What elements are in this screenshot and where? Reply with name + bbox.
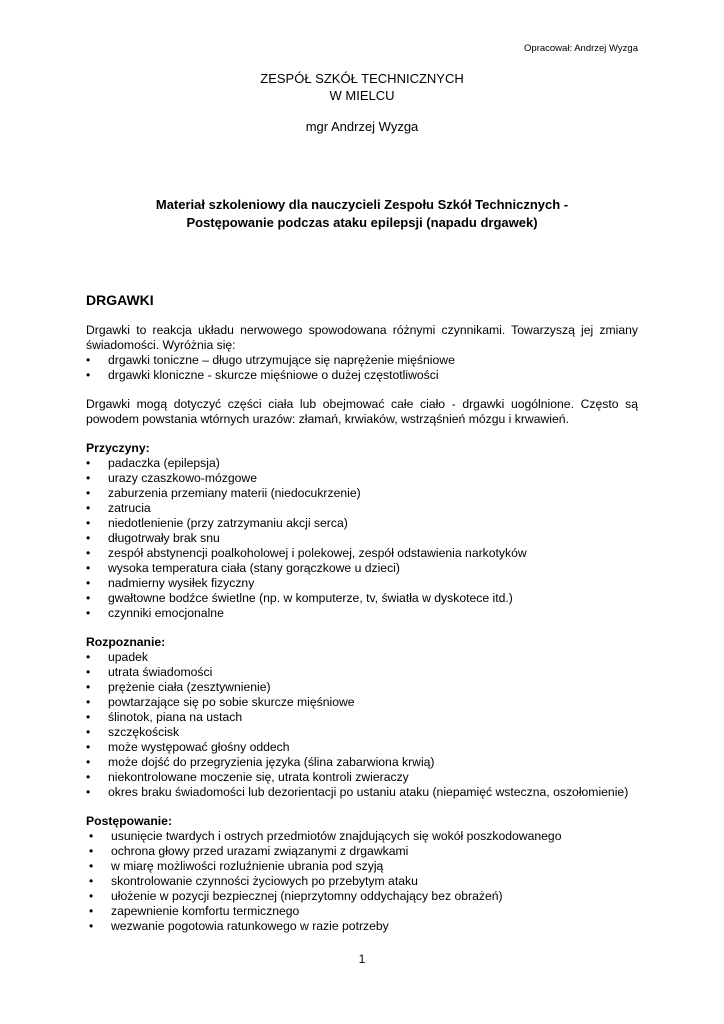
document-title-line1: Materiał szkoleniowy dla nauczycieli Zespołu Szkół Technicznych - [155,197,569,212]
list-item: • zespół abstynencji poalkoholowej i polekowej, zespół odstawienia narkotyków [86,546,638,561]
list-item: • zaburzenia przemiany materii (niedocukrzenie) [86,486,638,501]
recognition-list [86,650,638,800]
list-item: • czynniki emocjonalne [86,606,638,621]
list-item: • w miarę możliwości rozluźnienie ubrania pod szyją [86,859,638,874]
list-item: • niedotlenienie (przy zatrzymaniu akcji serca) [86,516,638,531]
types-list [86,353,638,383]
section-heading: DRGAWKI [86,292,154,308]
list-item: • okres braku świadomości lub dezorientacji po ustaniu ataku (niepamięć wsteczna, oszołomienie) [86,785,638,800]
list-item: • niekontrolowane moczenie się, utrata kontroli zwieraczy [86,770,638,785]
second-paragraph: Drgawki mogą dotyczyć części ciała lub obejmować całe ciało - drgawki uogólnione. Często są powodem powstania wtórnych urazów: złamań, krwiaków, wstrząśnień mózgu i krwawień. [86,397,638,426]
document-body [86,291,638,934]
causes-heading: Przyczyny: [86,441,150,455]
list-item: • drgawki toniczne – długo utrzymujące się naprężenie mięśniowe [86,353,638,368]
list-item: • ułożenie w pozycji bezpiecznej (nieprzytomny oddychający bez obrażeń) [86,889,638,904]
list-item: • skontrolowanie czynności życiowych po przebytym ataku [86,874,638,889]
list-item: • może występować głośny oddech [86,740,638,755]
list-item: • usunięcie twardych i ostrych przedmiotów znajdujących się wokół poszkodowanego [86,829,638,844]
school-name-line1: ZESPÓŁ SZKÓŁ TECHNICZNYCH [260,71,464,86]
intro-paragraph: Drgawki to reakcja układu nerwowego spowodowana różnymi czynnikami. Towarzyszą jej zmiany świadomości. Wyróżnia się: [86,323,638,352]
list-item: • padaczka (epilepsja) [86,456,638,471]
list-item: • wysoka temperatura ciała (stany gorączkowe u dzieci) [86,561,638,576]
list-item: • szczękościsk [86,725,638,740]
list-item: • długotrwały brak snu [86,531,638,546]
header-author-note: Opracował: Andrzej Wyzga [524,43,638,54]
procedure-list [86,829,638,934]
list-item: • utrata świadomości [86,665,638,680]
list-item: • gwałtowne bodźce świetlne (np. w komputerze, tv, światła w dyskotece itd.) [86,591,638,606]
school-name-line2: W MIELCU [329,88,395,103]
list-item: • ochrona głowy przed urazami związanymi z drgawkami [86,844,638,859]
list-item: • ślinotok, piana na ustach [86,710,638,725]
procedure-heading: Postępowanie: [86,814,173,828]
page-number: 1 [358,952,366,966]
document-title-line2: Postępowanie podczas ataku epilepsji (napadu drgawek) [186,215,538,230]
recognition-heading: Rozpoznanie: [86,635,166,649]
list-item: • drgawki kloniczne - skurcze mięśniowe o dużej częstotliwości [86,368,638,383]
list-item: • urazy czaszkowo-mózgowe [86,471,638,486]
list-item: • powtarzające się po sobie skurcze mięśniowe [86,695,638,710]
list-item: • zapewnienie komfortu termicznego [86,904,638,919]
list-item: • może dojść do przegryzienia języka (ślina zabarwiona krwią) [86,755,638,770]
list-item: • upadek [86,650,638,665]
author-name: mgr Andrzej Wyzga [305,119,419,134]
list-item: • nadmierny wysiłek fizyczny [86,576,638,591]
list-item: • prężenie ciała (zesztywnienie) [86,680,638,695]
causes-list [86,456,638,621]
list-item: • zatrucia [86,501,638,516]
list-item: • wezwanie pogotowia ratunkowego w razie potrzeby [86,919,638,934]
